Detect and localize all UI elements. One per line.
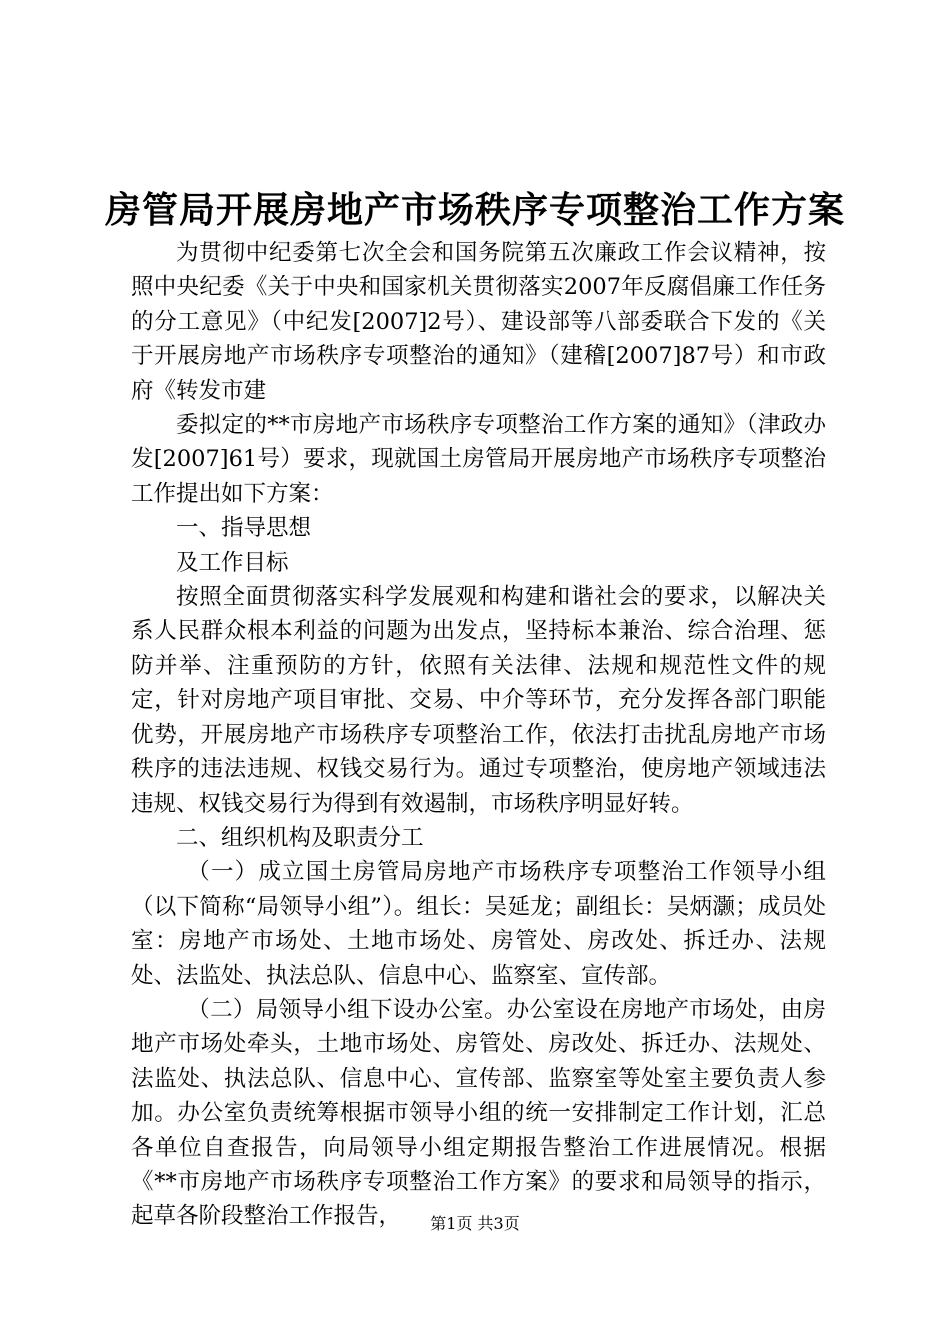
section-heading-2: 二、组织机构及职责分工 — [176, 824, 424, 851]
paragraph-office: （二）局领导小组下设办公室。办公室设在房地产市场处，由房地产市场处牵头，土地市场处、房管处、房改处、拆迁办、法规处、法监处、执法总队、信息中心、宣传部、监察室等处室主要负责人参加。办公室负责统筹根据市领导小组的统一安排制定工作计划，汇总各单位自查报告，向局领导小组定期报告整治工作进展情况。根据《**市房地产市场秩序专项整治工作方案》的要求和局领导的指示，起草各阶段整治工作报告， — [131, 996, 826, 1230]
document-title: 房管局开展房地产市场秩序专项整治工作方案 — [104, 189, 845, 231]
section-heading-1-continued: 及工作目标 — [176, 549, 289, 576]
paragraph-intro-continued: 委拟定的**市房地产市场秩序专项整治工作方案的通知》（津政办发[2007]61号）要求，现就国土房管局开展房地产市场秩序专项整治工作提出如下方案： — [131, 412, 826, 507]
paragraph-intro: 为贯彻中纪委第七次全会和国务院第五次廉政工作会议精神，按照中央纪委《关于中央和国家机关贯彻落实2007年反腐倡廉工作任务的分工意见》（中纪发[2007]2号）、建设部等八部委联合下发的《关于开展房地产市场秩序专项整治的通知》（建稽[2007]87号）和市政府《转发市建 — [131, 240, 826, 404]
section-heading-1: 一、指导思想 — [176, 515, 312, 542]
paragraph-guiding-principles: 按照全面贯彻落实科学发展观和构建和谐社会的要求，以解决关系人民群众根本利益的问题为出发点，坚持标本兼治、综合治理、惩防并举、注重预防的方针，依照有关法律、法规和规范性文件的规定，针对房地产项目审批、交易、中介等环节，充分发挥各部门职能优势，开展房地产市场秩序专项整治工作，依法打击扰乱房地产市场秩序的违法违规、权钱交易行为。通过专项整治，使房地产领域违法违规、权钱交易行为得到有效遏制，市场秩序明显好转。 — [131, 584, 826, 817]
paragraph-leadership-group: （一）成立国土房管局房地产市场秩序专项整治工作领导小组（以下简称“局领导小组”）。组长：吴延龙；副组长：吴炳灏；成员处室：房地产市场处、土地市场处、房管处、房改处、拆迁办、法规处、法监处、执法总队、信息中心、监察室、宣传部。 — [131, 859, 826, 989]
document-body — [131, 236, 826, 1234]
page-number-footer: 第1页 共3页 — [430, 1214, 520, 1233]
